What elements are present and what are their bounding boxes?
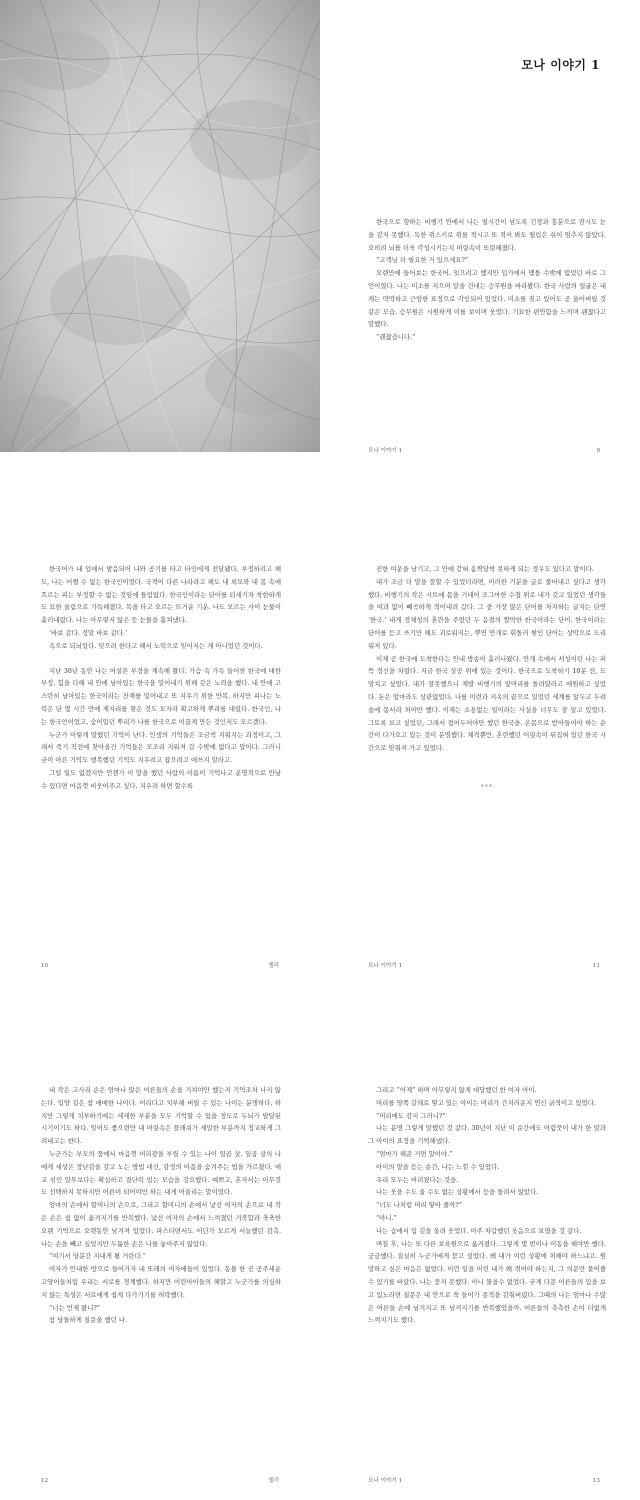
paragraph: “여기서 당분간 지내게 될 거란다.” xyxy=(49,1252,146,1261)
page-13 xyxy=(320,1030,640,1500)
page-number: 13 xyxy=(592,1478,600,1484)
running-head: 모나 이야기 1 xyxy=(368,1478,403,1484)
page-body xyxy=(368,1084,606,1327)
page-number: 11 xyxy=(592,963,600,969)
paragraph: 내가 조금 더 말을 잘할 수 있었더라면, 이러한 기분을 글로 풀어내고 싶다고 생각했다. 비행기의 작은 시트에 몸을 기대어 조그마한 수첩 위로 내가 갖고 있었던 생각들을 여과 없이 빼곡하게 적어내려 갔다. 그 중 가장 많은 단어를 차지하는 글자는 단연 ‘한국.’ 내게 정체성의 혼란을 주었던 두 음절의 짤막한 한국이라는 단어. 한국이라는 단어를 듣고 쓰기만 해도 괴로워지는, 뿌연 안개로 휘돌러 쌓인 단어는 상막으로 드리워져 있다. xyxy=(368,577,606,650)
paragraph: “머리에도 감지 그러니?” xyxy=(376,1111,446,1120)
running-head: 모나 이야기 1 xyxy=(368,448,403,454)
paragraph: 한국으로 향하는 비행기 안에서 나는 열시간이 넘도록 긴장과 흥분으로 잠시도 눈을 감지 못했다. 독한 위스키로 위를 적시고 또 적셔 봐도 떨림은 쉬이 멈추지 않았다. 오히려 뇌를 더욱 각성시키는지 머릿속이 또렷해졌다. xyxy=(368,218,606,252)
page-number: 12 xyxy=(41,1478,49,1484)
page-9 xyxy=(320,0,640,470)
paragraph: “고객님 더 필요한 거 있으세요?” xyxy=(376,256,469,265)
paragraph: 나는 웃을 수도 울 수도 없는 상황에서 등을 돌려서 앉았다. xyxy=(376,1188,539,1197)
spread-2 xyxy=(0,515,640,985)
page-body xyxy=(41,1084,281,1327)
page-10 xyxy=(0,515,320,985)
page-11 xyxy=(320,515,640,985)
paragraph: 누군가는 부모의 품에서 마음껏 어리광을 부릴 수 있는 나이 일곱 살. 일곱 살의 나에게 세상은 장난감을 갖고 노는 방법 대신, 감정의 아픔을 숨겨주는 법을 가르쳤다. 애교 섞인 말투보다는 확실하고 결단력 있는 모습을 강요했다. 예쁘고, 혼자서는 아무것도 선택하지 못하지만 어른이 되어야만 하는 내게 어울리는 말이었다. xyxy=(41,1149,281,1197)
paragraph: 나는 분명 그렇게 말했던 것 같다. 30년이 지난 이 순간에도 어렴풋이 내가 한 말과 그 아이의 표정을 기억해냈다. xyxy=(368,1124,606,1146)
paragraph: 지난 30년 동안 나는 어설픈 부정을 계속해 왔다. 가슴 속 가득 들어찬 한국에 대한 부정. 힘을 다해 내 안에 남아있는 한국을 밀어내기 위해 갖은 노력을 했다. 내 안에 고스란히 남아있는 한국이라는 잔재를 밀어내고 또 지우기 위한 반복. 하지만 피나는 노력은 단 몇 시간 만에 제자리를 찾은 것도 모자라 확고하게 뿌리를 내렸다. 한국인, 나는 한국인이었고, 숨어있던 뿌리가 나를 한국으로 이끌게 만든 것인지도 모르겠다. xyxy=(41,666,281,726)
paragraph: “너도 나처럼 머리 땋아 줄까?” xyxy=(376,1201,462,1210)
paragraph: 누군가 이렇게 말했던 기억이 난다. 인생의 기억들은 조금씩 지워지는 과정이고, 그래서 죽기 직전에 찾아올건 기억들은 모조리 지워져 갈 수밖에 없다고 말이다. 그러니 굳이 아픈 기억도 행복했던 기억도 지우려고 잡으려고 애쓰지 말라고. xyxy=(41,730,281,765)
paragraph: 이제 곧 한국에 도착한다는 안내 방송이 흘러나왔다. 안개 속에서 서성이던 나는 퍼뜩 정신을 차렸다. 지금 한국 상공 위에 있는 것이다. 한국으로 도착하기 10분 전, 도망치고 싶었다. 내가 잘못했으니 제발 비행기의 앞머리를 돌려달라고 애원하고 싶었다. 돈은 얼마라도 상관없었다. 나를 미련과 지옥의 끝으로 밀었던 세계를 앞두고 두려움에 몸서리 쳐야만 했다. 이제는 소용없는 일이라는 사실을 너무도 잘 알고 있었다. 그토록 보고 싶었던, 그래서 접어두어야만 했던 한국을. 온몸으로 받아들여야 하는 순간이 다가오고 있는 것이 분명했다. 체격뿐만, 혼란했던 어릿속이 뒤집혀 있던 한국 시간으로 맞춰져 가고 있었다. xyxy=(368,654,606,753)
paragraph: 그럴 일도 없겠지만 언젠가 이 말을 했던 사람의 이름이 기억나고 운명적으로 만날 수 있다면 마음껏 비웃어주고 싶다. 지우려 하면 할수록 xyxy=(41,768,281,790)
paragraph: 그리고 “어제” 하며 아무렇지 않게 대답했던 한 여자 아이. xyxy=(376,1086,537,1094)
paragraph: 오랜만에 들어보는 한국어. 잊으려고 했지만 입가에서 맴돌 수밖에 없었던 바로 그 언어였다. 나는 미소를 지으며 말을 건네는 승무원을 바라봤다. 한국 사람의 얼굴은 내게는 딱딱하고 근엄한 표정으로 각인되어 있었다. 미소를 짓고 있어도 곧 울어버릴 것 같은 모습. 승무원은 시원하게 이를 보이며 웃었다. 기묘한 편안함을 느끼며 괜찮다고 말했다. xyxy=(368,269,606,329)
running-head: 엘리 xyxy=(268,1478,279,1484)
spread-3 xyxy=(0,1030,640,1500)
paragraph: 내 작은 고사리 손은 엄마나 많은 어른들의 손을 거쳐야만 했는지 기억조차 나지 않는다. 입양 길은 참 애매한 나이다. 어리다고 치부해 버릴 수 있는 나이는 분명하다. 하지만 그렇게 치부하기에는 세세한 부분을 모두 기억할 수 있을 정도로 두뇌가 발달된 시기이기도 하다. 잊어도 좋으련만 내 머릿속은 플래쉬가 세밀한 부분까지 정교하게 그려내고는 한다. xyxy=(41,1086,281,1146)
page-body xyxy=(368,216,606,344)
paragraph: 나는 습에서 입 김을 올려 웃었다. 아주 차갑했던 웃음으로 보였을 것 같다. xyxy=(376,1226,582,1235)
page-number: 9 xyxy=(596,448,600,454)
spread-1 xyxy=(0,0,640,470)
paragraph: 아이의 말을 듣는 순간, 나는 느낌 수 있었다. xyxy=(376,1162,500,1171)
paragraph: “아니.” xyxy=(376,1213,397,1222)
paragraph: 우리 모두는 버려졌다는 것을. xyxy=(376,1175,459,1184)
grey-scratched-texture-image xyxy=(0,0,320,452)
paragraph: 여자가 안내한 방으로 들어가자 내 또래의 여자애들이 있었다. 동물 한 곳 공주세운 고양이들처럼 우리는 서로를 경계했다. 하지만 어린아이들의 해맑고 누군가를 의심하지 않는 특성은 서로에게 쉽게 다가가기를 허락했다. xyxy=(41,1265,281,1299)
paragraph: “너는 언제 왔니?” xyxy=(49,1303,101,1312)
paragraph: “엄마가 해준 거면 말이야.” xyxy=(376,1149,453,1158)
paragraph: “괜찮습니다.” xyxy=(376,333,416,342)
paragraph: 며칠 후, 나는 또 다른 보육원으로 옮겨졌다. 그렇게 몇 번이나 이동을 해야만 했다. 궁금했다. 질실히 누군가에게 묻고 싶었다. 왜 내가 이런 상황에 처해야 하느냐고. 원망하고 싶은 마음은 없었다. 이런 일을 어린 내가 왜 겪어야 하는지, 그 의문만 풀어줄 수 있기를 바랐다. 나는 묻지 못했다. 아니 물을수 없었다. 굳게 다문 어른들의 입을 보고 있노라면 질문은 내 안으로 쑥 들어가 종적을 감춰버렸다. 그때의 나는 엄마나 수많은 어른들 손에 넘겨지고 또 넘겨지기를 반복했었을까. 어른들의 측측한 손이 더없게 느껴지기도 했다. xyxy=(368,1239,606,1325)
page-number: 10 xyxy=(41,963,49,969)
running-head: 모나 이야기 1 xyxy=(368,963,403,969)
chapter-title: 모나 이야기 1 xyxy=(521,58,600,72)
paragraph: 진한 여운을 남기고, 그 안에 갇혀 옴짝달싹 못하게 되는 경우도 있다고 말이다. xyxy=(376,565,594,573)
section-divider: *** xyxy=(480,782,494,791)
paragraph: 한국어가 내 입에서 발음되어 나와 공기를 타고 타인에게 전달됐다. 부정하려고 해도, 나는 어쩔 수 없는 한국인이었다. 국적이 다른 나라라고 해도 내 외모와 내 몸 속에 흐르는 피는 부정할 수 없는 것임에 틀림없다. 한국인이라는 단어를 되새기자 착한하게도 묘한 울림으로 가득해졌다. 목을 타고 오르는 뜨거운 기운. 나도 모르는 사이 눈물이 흘러내렸다. 나는 아무렇지 않은 듯 눈물을 훔쳐냈다. xyxy=(41,565,281,625)
paragraph: ‘바보 같다. 정말 바보 같다.’ xyxy=(49,628,127,637)
texture-page xyxy=(0,0,320,470)
paragraph: 엄마의 손에서 할머니의 손으로, 그리고 할머니의 손에서 낯선 여자의 손으로 내 작은 손은 쉼 없이 옮겨지기를 반복했다. 낯선 여자의 손에서 느껴졌던 거북함과 축축한 오랜 기억으로 오랫동안 남겨져 있었다. 파스타면서도 어딘가 모르게 서늘했던 감촉. 나는 손을 빼고 싶었지만 두툼한 손은 나를 놓아주지 않았다. xyxy=(41,1201,281,1248)
paragraph: 머리를 양쪽 갈래로 땋고 있는 아이는 머리가 간지러운지 연신 긁적이고 있었다. xyxy=(376,1098,596,1107)
page-body xyxy=(368,563,606,794)
paragraph: 참 당돌하게 질문을 했던 나. xyxy=(49,1316,128,1325)
page-12 xyxy=(0,1030,320,1500)
paragraph: 속으로 되뇌었다. 잊으려 한다고 해서 노력으로 잊어지는 게 아니었던 것이다. xyxy=(49,641,263,650)
running-head: 엘리 xyxy=(268,963,279,969)
page-body xyxy=(41,563,281,793)
